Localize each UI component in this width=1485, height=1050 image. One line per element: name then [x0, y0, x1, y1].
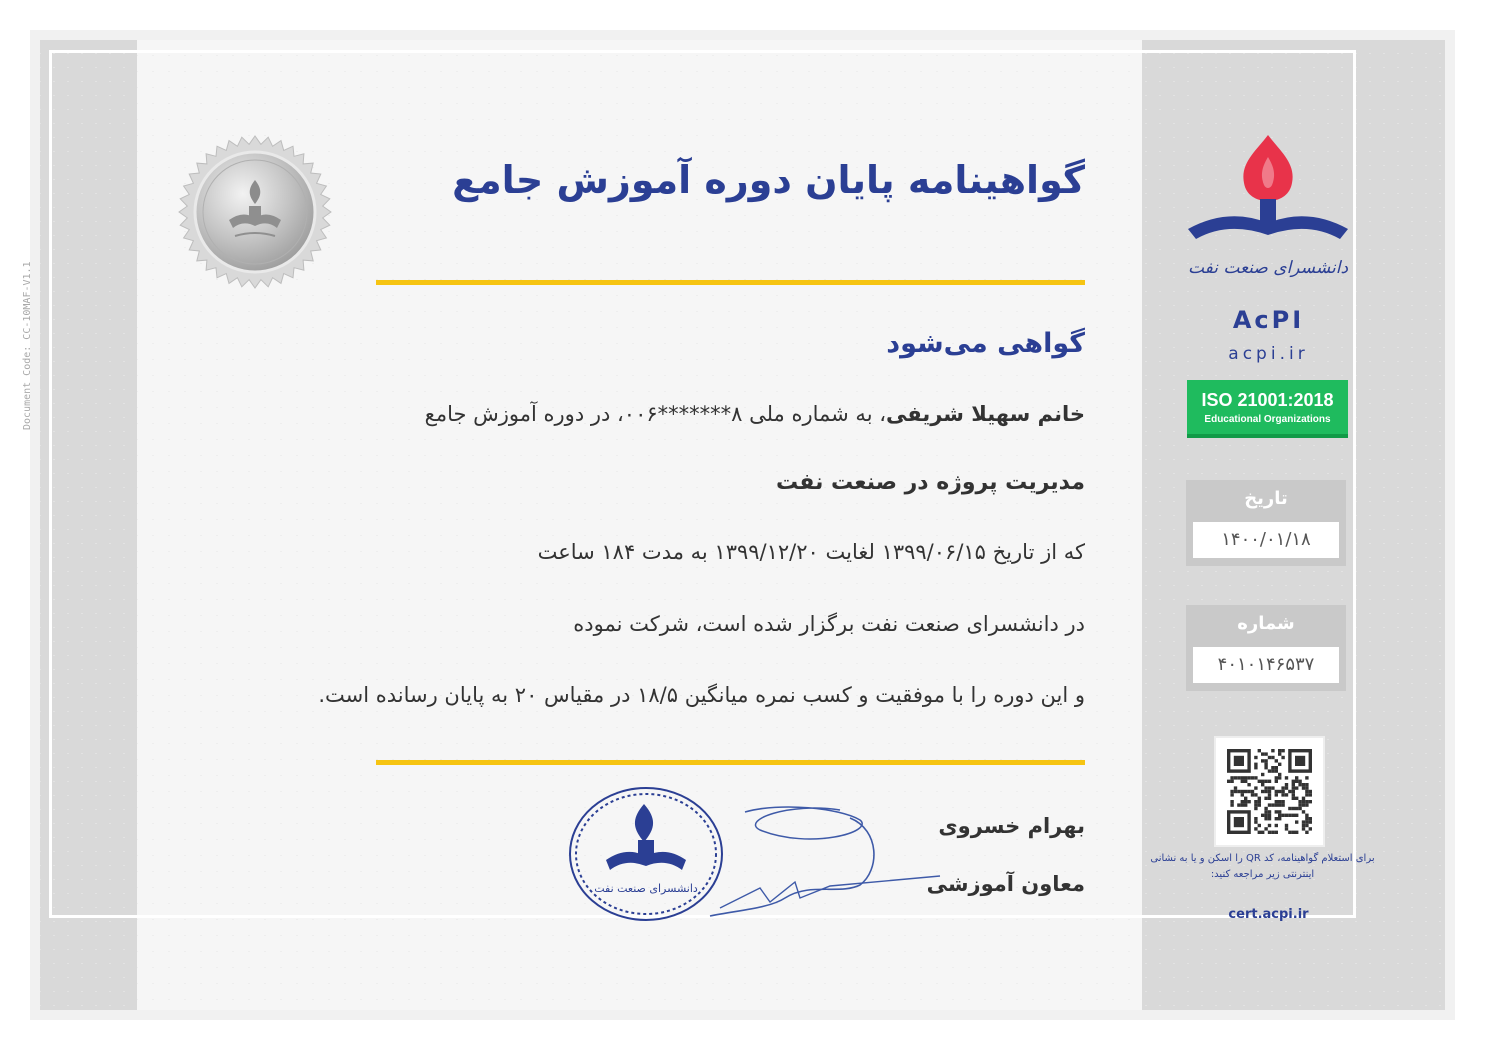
certifies-heading: گواهی می‌شود	[886, 328, 1085, 359]
top-divider	[376, 280, 1085, 285]
qr-instructions: برای استعلام گواهینامه، کد QR را اسکن و یا به نشانی اینترنتی زیر مراجعه کنید:	[1150, 853, 1375, 880]
verification-link[interactable]: cert.acpi.ir	[1228, 907, 1309, 922]
course-name: مدیریت پروژه در صنعت نفت	[775, 470, 1085, 495]
logo-text: دانشسرای صنعت نفت	[1187, 258, 1349, 278]
iso-badge	[1187, 380, 1348, 438]
silver-seal-icon	[177, 134, 333, 290]
stamp-text: دانشسرای صنعت نفت	[594, 882, 698, 895]
signer-name: بهرام خسروی	[938, 814, 1085, 838]
date-value: ۱۴۰۰/۰۱/۱۸	[1193, 522, 1339, 558]
recipient-name: خانم سهیلا شریفی	[886, 402, 1085, 426]
recipient-details: ، به شماره ملی ۸*******۰۰۶، در دوره آموزش جامع	[424, 402, 886, 426]
certificate-title: گواهینامه پایان دوره آموزش جامع	[452, 158, 1085, 202]
iso-label: Educational Organizations	[1204, 414, 1331, 425]
qr-code-icon[interactable]	[1216, 738, 1323, 845]
signer-role: معاون آموزشی	[926, 872, 1085, 896]
bottom-divider	[376, 760, 1085, 765]
signature-icon	[700, 790, 945, 920]
acpi-logo-icon	[1182, 133, 1354, 293]
iso-code: ISO 21001:2018	[1201, 390, 1334, 410]
number-box	[1186, 605, 1346, 691]
recipient-line	[425, 402, 1085, 426]
qr-code-wrapper[interactable]	[1214, 736, 1325, 847]
result-line: و این دوره را با موفقیت و کسب نمره میانگین ۱۸/۵ در مقیاس ۲۰ به پایان رسانده است.	[318, 683, 1085, 707]
date-box	[1186, 480, 1346, 566]
number-label: شماره	[1237, 613, 1295, 634]
brand-site: acpi.ir	[1228, 344, 1309, 364]
brand-name: AcPI	[1232, 306, 1305, 334]
venue-line: در دانشسرای صنعت نفت برگزار شده است، شرکت نموده	[573, 612, 1085, 636]
dates-line: که از تاریخ ۱۳۹۹/۰۶/۱۵ لغایت ۱۳۹۹/۱۲/۲۰ به مدت ۱۸۴ ساعت	[537, 540, 1085, 564]
document-code: Document Code: CC-10MAF-V1.1	[22, 261, 33, 430]
number-value: ۴۰۱۰۱۴۶۵۳۷	[1193, 647, 1339, 683]
date-label: تاریخ	[1244, 488, 1288, 509]
